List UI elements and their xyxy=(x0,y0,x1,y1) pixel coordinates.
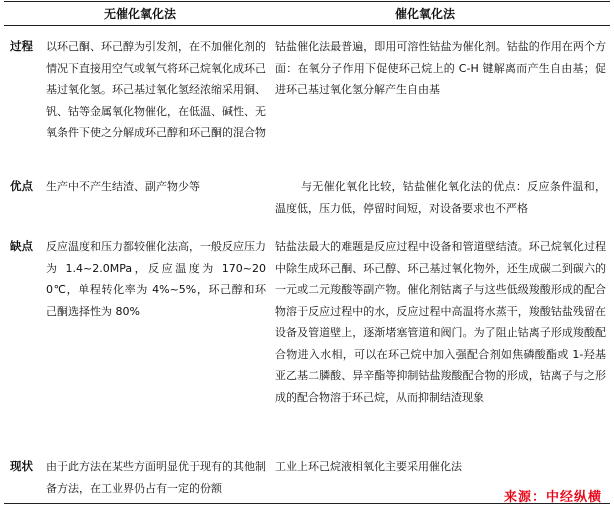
table-header-rule xyxy=(4,25,610,26)
status-catalytic: 工业上环己烷液相氧化主要采用催化法 xyxy=(275,460,462,473)
process-non-catalytic: 以环己酮、环己醇为引发剂，在不加催化剂的情况下直接用空气或氧气将环己烷氧化成环己基过氧化氢。环己基过氧化氢经浓缩采用铜、钒、钴等金属氧化物催化，在低温、碱性、无氧条件下使之分解成环己醇和环己酮的混合物 xyxy=(46,40,266,139)
source-watermark: 来源：中经纵横 xyxy=(503,490,602,505)
process-catalytic: 钴盐催化法最普遍，即用可溶性钴盐为催化剂。钴盐的作用在两个方面：在氧分子作用下促使环己烷上的 C-H 键解离而产生自由基；促进环己基过氧化氢分解产生自由基 xyxy=(275,40,606,96)
disadvantages-non-catalytic: 反应温度和压力都较催化法高，一般反应压力为 1.4~2.0MPa，反应温度为 170~200℃，单程转化率为 4%~5%，环己醇和环己酮选择性为 80% xyxy=(46,240,266,318)
row-label-process: 过程 xyxy=(10,39,33,53)
header-non-catalytic: 无催化氧化法 xyxy=(104,7,177,21)
row-label-advantages: 优点 xyxy=(10,179,33,193)
advantages-catalytic: 与无催化氧化比较，钴盐催化氧化法的优点：反应条件温和，温度低，压力低，停留时间短，对设备要求也不严格 xyxy=(275,180,606,215)
disadvantages-catalytic: 钴盐法最大的难题是反应过程中设备和管道壁结渣。环己烷氧化过程中除生成环己酮、环己醇、环己基过氧化物外，还生成碳二到碳六的一元或二元羧酸等副产物。催化剂钴离子与这些低级羧酸形成的配合物溶于反应过程中的水，反应过程中高温将水蒸干，羧酸钴盐残留在设备及管道壁上，逐渐堵塞管道和阀门。为了阻止钴离子形成羧酸配合物进入水相，可以在环己烷中加入强配合剂如焦磷酸酯或 1-羟基亚乙基二膦酸、异辛酯等抑制钴盐羧酸配合物的形成，钴离子与之形成的配合物溶于环己烷，从而抑制结渣现象 xyxy=(275,240,606,404)
status-non-catalytic: 由于此方法在某些方面明显优于现有的其他制备方法，在工业界仍占有一定的份额 xyxy=(46,460,266,495)
row-label-status: 现状 xyxy=(10,459,33,473)
table-top-rule xyxy=(4,1,610,2)
advantages-non-catalytic: 生产中不产生结渣、副产物少等 xyxy=(46,180,200,193)
row-label-disadvantages: 缺点 xyxy=(10,239,33,253)
header-catalytic: 催化氧化法 xyxy=(395,7,456,21)
